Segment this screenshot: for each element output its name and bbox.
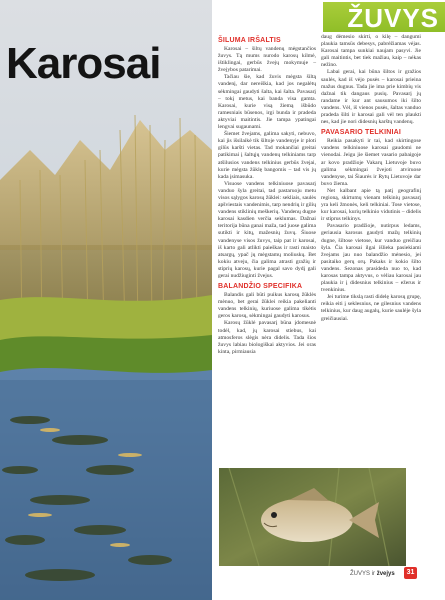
text-column-2: [321, 34, 421, 323]
paragraph: Visuose vandens telkiniuose pavasarį vanduo šyla greitai, tad pastaruoju metu visos sąlygos karosų žūklei: sekliais, saulės apšviestais vandenimis, tarp nendrių ir gilių vandens stiklinių meškerių. Vandenų dugne karosai kasdien verčia seklumas. Dažnai teritorija būna ganai maža, tad juose galima sutikti ir kitų, mažesnių žuvų. Šiuose vandenyse visos žuvys, taip pat ir karosai, iš karto gali atlikti paieškas ir rasti maisto atsargų, ypač jų mėgstamų moliuskų. Bet kokiu atveju, čia galima atrasti gražių ir stiprių karosų, kurie pagal savo dydį gali gerai nudžiuginti žvejus.: [218, 180, 316, 279]
paragraph: Tačiau šie, kad žuvis mėgsta šiltą vandenį, dar nereiškia, kad jos negalėtų sėkmingai gaudyti šalta, kai šalta. Pavasarį – tokį metus, kai banda visa gamta. Karosai, kurie visą žiemą išbūdo ramesniais būsenos, irgi bunda ir pradeda aktyviai maitintis. Jie tampa ypatingai lengvai sugaunami.: [218, 74, 316, 131]
page-footer: [350, 571, 395, 577]
article-headline: Karosai: [6, 39, 161, 88]
footer-brand: žvejys: [376, 571, 395, 577]
landscape-photo: [0, 0, 212, 600]
paragraph: Reikia pasakyti ir tai, kad skirtingose vandens telkiniuose karosai gaudomi ne vienodai. Jeigu jie šiemet vasario pabaigoje ar kovo pradžioje Vakarų Lietuvoje buvo galima sėkmingai žvejoti atviruose vandenyse, tai Šiaurės ir Rytų Lietuvoje dar buvo žiema.: [321, 138, 421, 187]
paragraph: daug dėmesio skirti, o kilę – dangumi plaukia tamsūs debesys, pabrėžiamas vėjas. Karosai tampa sunkiai naujam pasyvi. Jie gali maitintis, bet tiek mažiau, kaip – nėkas nežino.: [321, 34, 421, 69]
page-number: 31: [404, 567, 417, 579]
magazine-brand-banner: [323, 2, 445, 32]
paragraph: Pavasario pradžioje, nutirpus ledams, geriausia karosus gaudyti mažų telkinių dugne, šiltose vietose, kur vanduo greičiau šyla. Čia karosai ilgai išlieka pasiekiami žvejams jau nuo balandžio mėnesio, jei pasitaiko gerų orų. Pakaks ir kokio šilto vandens. Sezonas prasideda nuo to, kad karosas tampa aktyvus, o vėliau karosai jau plaukia ir į didesnius telkinius – ežerus ir tvenkinius.: [321, 223, 421, 294]
footer-text: ŽUVYS ir: [350, 571, 376, 577]
section-title-spawning: BALANDŽIO SPECIFIKA: [218, 283, 303, 291]
paragraph: Karosų žūklė pavasarį būna įdomesnė todėl, kad, jų karosai stiebus, kai atmosferos slėgis nėra didelis. Tada šios žuvys labiau biologiškai aktyvios. Jei oras kinta, pirmiausia: [218, 320, 316, 355]
paragraph: Net kalbant apie tą patį geografinį regioną, skirtumų vienam telkinių pavasarį yra keli žmonės, keli telkiniai. Tose vietose, kur karosai, kurių telkinio vidutinis – didelis ir stiprus telkinys.: [321, 187, 421, 223]
paragraph: Balandis gali būti puikus karosų žūklės mėnuo, bet gerai žūklei reikia pakelianti vandens telkinių, kuriuose galima tikėtis geros karosų, sėkmingai gaudyti karosus.: [218, 292, 316, 320]
text-column-1: [218, 34, 316, 356]
paragraph: Šiemet žvejams, galima sakyti, nebuvo, kai jis išsilaikė tik šiltoje vandenyje ir ploti gilūs karšti vietas. Tad mokančiai greitai patikimai į šaltųjų vandenų telkiniams tarp atšilusios vandens telkinius gerbūs žvejai, kurie mėgsta žūklę bangomis – tad vis jų kada įsimasuka.: [218, 131, 316, 180]
paragraph: Karosai – šiltų vandenų mėgstančios žuvys. Tą mums nurodo karosų kilmė, ištiklingai, gerbūs žvejų mokymuje – žvejybos patarimai.: [218, 46, 316, 74]
brand-label: ŽUVYS: [347, 3, 439, 33]
section-title-habitat: ŠILUMA IRŠALTIS: [218, 37, 281, 44]
section-title-spring-waters: PAVASARIO TELKINIAI: [321, 129, 402, 137]
fish-photo: [219, 468, 406, 566]
paragraph: Jei turime tikslą rasti didelę karosų grupę, reikia eiti į seklesnius, ne gilesnius vandens telkinius, kur daug augalų, kurie saulėje šyla greičiausiai.: [321, 294, 421, 322]
paragraph: Labai gerai, kai būna šiltos ir gražios saulės, kad iš vėjo pusės – karosai prieina mažus dugnus. Tada jie ima prie kimbių vis dažnai tik dangaus pusių. Pavasarį jų randame ir kur ant sausumos iki šilto vandens. Vėl, iš vienos pusės, šaltas vanduo pradeda šilti ir karosai gali vėl ten plaukti nes, kad jie nori didesnių karštų vandenų.: [321, 69, 421, 126]
